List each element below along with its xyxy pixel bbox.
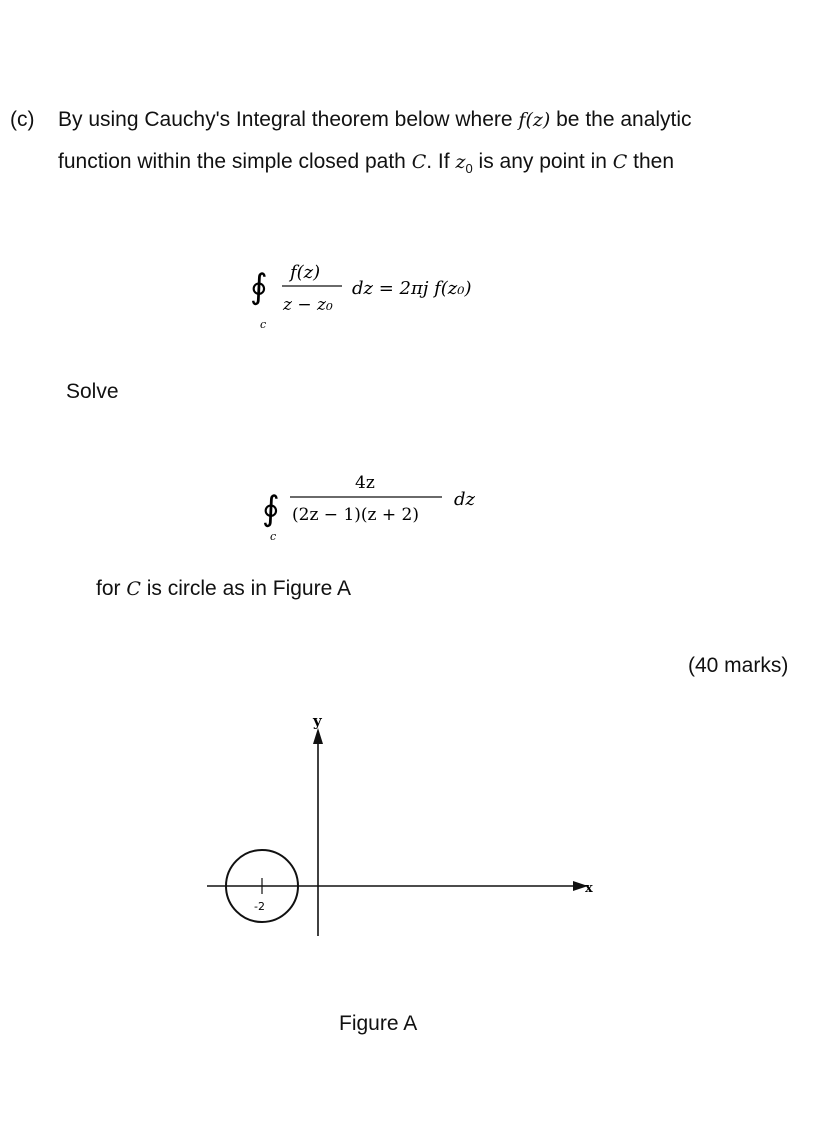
- formula1-denominator: z − z₀: [283, 295, 333, 315]
- formula2-dz: dz: [454, 489, 476, 510]
- formula1-integral-sign: ∮: [250, 267, 268, 307]
- line1-text-a: By using Cauchy's Integral theorem below where: [58, 108, 519, 131]
- condition-text-b: is circle as in Figure A: [140, 577, 351, 600]
- question-label: (c): [10, 108, 35, 131]
- formula2-numerator: 4z: [355, 473, 375, 493]
- condition-text-a: for: [96, 577, 127, 600]
- condition-text: [96, 577, 351, 601]
- figure-caption: Figure A: [339, 1012, 418, 1035]
- formula2-contour: c: [270, 530, 277, 543]
- line1-text-b: be the analytic: [550, 108, 692, 131]
- line2-c: C: [411, 151, 427, 173]
- line2-text-end: then: [627, 150, 675, 173]
- line2-z0-sub: 0: [465, 161, 473, 177]
- cauchy-formula: [250, 250, 540, 340]
- x-axis-label: x: [585, 881, 593, 896]
- question-line-2: [58, 150, 674, 176]
- condition-c: C: [126, 578, 141, 600]
- line2-text-a: function within the simple closed path: [58, 150, 412, 173]
- formula2-integral-sign: ∮: [262, 489, 280, 529]
- figure-a: [195, 708, 605, 948]
- marks-label: (40 marks): [688, 654, 789, 677]
- line2-c2: C: [612, 151, 628, 173]
- formula1-rhs: dz = 2πj f(z₀): [352, 278, 472, 299]
- question-line-1: [58, 108, 806, 132]
- formula1-contour: c: [260, 318, 267, 331]
- solve-label: Solve: [66, 380, 119, 403]
- line1-fz: f(z): [518, 109, 551, 131]
- line2-text-c: is any point in: [472, 150, 613, 173]
- y-axis-arrow: [313, 728, 323, 744]
- solve-integral: [262, 468, 502, 548]
- line2-text-b: . If: [426, 150, 456, 173]
- y-axis-label: y: [313, 712, 322, 730]
- circle-center-label: -2: [254, 900, 265, 913]
- formula2-denominator: (2z − 1)(z + 2): [292, 505, 419, 525]
- formula1-numerator: f(z): [290, 262, 321, 283]
- line2-z0: z: [455, 151, 466, 173]
